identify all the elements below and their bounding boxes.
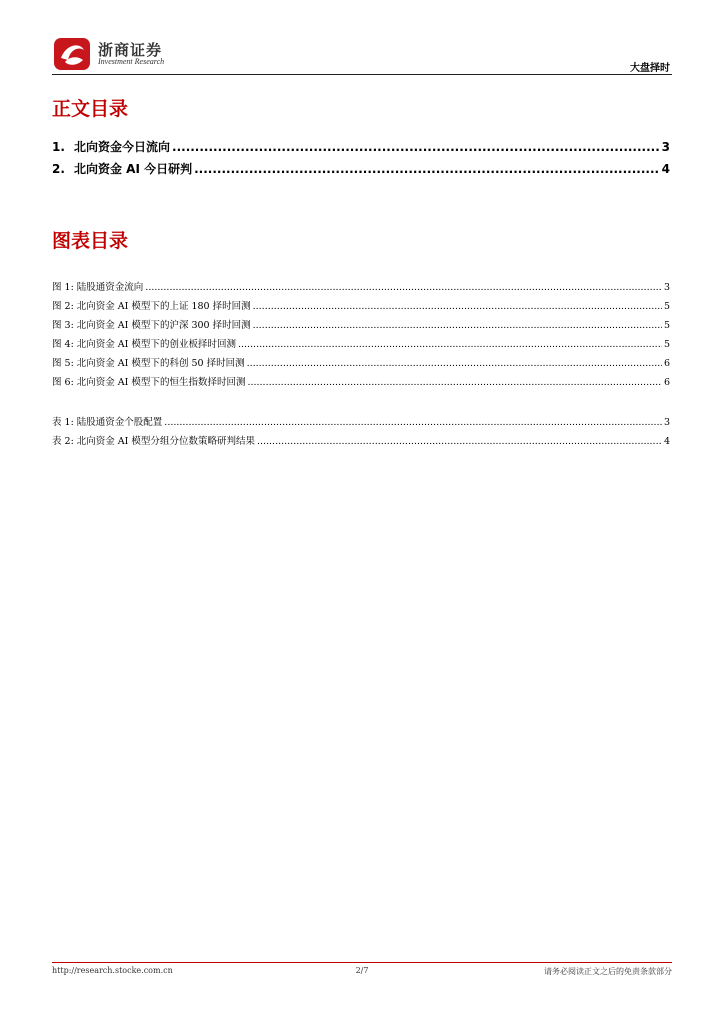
figure-toc-label: 图 3: 北向资金 AI 模型下的沪深 300 择时回测	[52, 320, 251, 331]
figure-toc-item[interactable]	[52, 336, 670, 350]
figure-toc-page: 5	[663, 339, 670, 350]
company-logo	[52, 36, 172, 72]
leader-dots	[253, 301, 662, 312]
table-toc-label: 表 1: 陆股通资金个股配置	[52, 417, 163, 428]
figure-toc-label: 图 6: 北向资金 AI 模型下的恒生指数择时回测	[52, 377, 246, 388]
toc-item-label: 北向资金 AI 今日研判	[74, 162, 193, 176]
toc-title: 正文目录	[52, 98, 129, 120]
report-category: 大盘择时	[630, 63, 670, 74]
toc-item-page: 3	[661, 140, 670, 154]
toc-item-number: 1.	[52, 140, 65, 154]
table-toc-page: 3	[663, 417, 670, 428]
leader-dots	[247, 377, 662, 388]
figure-toc-label: 图 4: 北向资金 AI 模型下的创业板择时回测	[52, 339, 236, 350]
footer-url[interactable]: http://research.stocke.com.cn	[52, 966, 173, 975]
leader-dots	[172, 140, 660, 154]
toc-item[interactable]	[52, 160, 670, 177]
leader-dots	[247, 358, 662, 369]
figure-toc-page: 6	[663, 358, 670, 369]
figure-toc-item[interactable]	[52, 355, 670, 369]
figure-toc-item[interactable]	[52, 374, 670, 388]
figure-toc-item[interactable]	[52, 317, 670, 331]
footer-disclaimer: 请务必阅读正文之后的免责条款部分	[544, 967, 672, 976]
figures-toc-title: 图表目录	[52, 230, 129, 252]
leader-dots	[257, 436, 662, 447]
figure-toc-page: 5	[663, 301, 670, 312]
figure-toc-item[interactable]	[52, 298, 670, 312]
figure-toc-label: 图 1: 陆股通资金流向	[52, 282, 144, 293]
table-toc-label: 表 2: 北向资金 AI 模型分组分位数策略研判结果	[52, 436, 255, 447]
logo-text-cn: 浙商证券	[98, 41, 163, 59]
figure-toc-page: 3	[663, 282, 670, 293]
logo-text-en: Investment Research	[98, 57, 165, 66]
page-number: 2/7	[355, 966, 369, 975]
logo-mark-icon	[52, 36, 92, 72]
leader-dots	[238, 339, 662, 350]
toc-item-label: 北向资金今日流向	[74, 140, 171, 154]
leader-dots	[145, 282, 662, 293]
figure-toc-page: 6	[663, 377, 670, 388]
figure-toc-label: 图 2: 北向资金 AI 模型下的上证 180 择时回测	[52, 301, 251, 312]
figure-toc-label: 图 5: 北向资金 AI 模型下的科创 50 择时回测	[52, 358, 245, 369]
leader-dots	[164, 417, 662, 428]
toc-item-page: 4	[661, 162, 670, 176]
toc-item-number: 2.	[52, 162, 65, 176]
leader-dots	[253, 320, 662, 331]
leader-dots	[194, 162, 660, 176]
header-divider	[52, 74, 672, 75]
table-toc-page: 4	[663, 436, 670, 447]
figure-toc-item[interactable]	[52, 279, 670, 293]
footer-divider	[52, 962, 672, 963]
table-toc-item[interactable]	[52, 433, 670, 447]
toc-item[interactable]	[52, 138, 670, 155]
table-toc-item[interactable]	[52, 414, 670, 428]
figure-toc-page: 5	[663, 320, 670, 331]
